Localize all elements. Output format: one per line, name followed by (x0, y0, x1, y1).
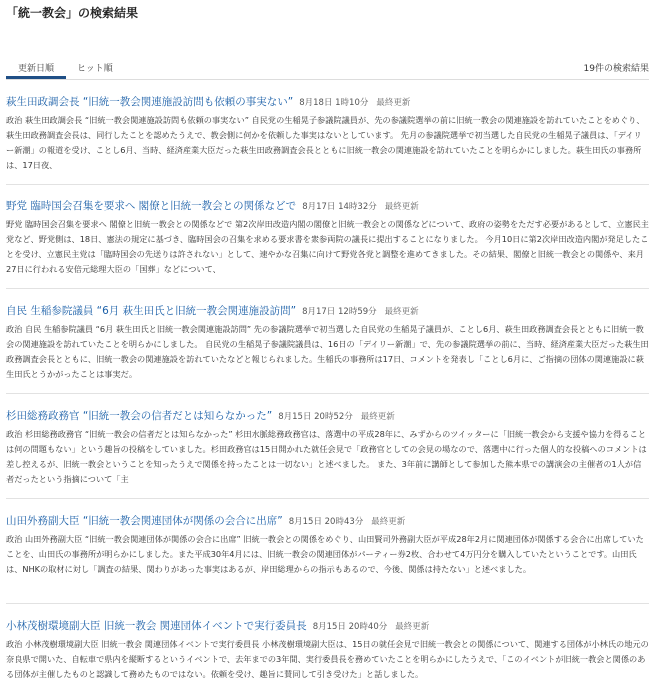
page-title: 「統一教会」の検索結果 (6, 6, 139, 20)
result-timestamp: 8月15日 20時43分 (288, 517, 364, 527)
result-header (6, 406, 395, 422)
result-item (6, 196, 649, 289)
result-header (6, 196, 419, 212)
result-updated-label: 最終更新 (384, 307, 419, 317)
result-updated-label: 最終更新 (360, 412, 395, 422)
tab-sort-by-hits[interactable]: ヒット順 (77, 64, 113, 74)
result-header (6, 616, 429, 632)
result-header (6, 301, 419, 317)
result-title-link[interactable]: 自民 生稲参院議員 “6月 萩生田氏と旧統一教会関連施設訪問” (6, 305, 297, 317)
result-updated-label: 最終更新 (384, 202, 419, 212)
result-snippet: 政治 杉田総務政務官 “旧統一教会の信者だとは知らなかった” 杉田水脈総務政務官は、落選中の平成28年に、みずからのツイッターに「旧統一教会から支援や協力を得ることは何の問題もない」という趣旨の投稿をしていました。杉田政務官は15日開かれた就任会見で「政務官としての会見の場なので、落選中に行った個人的な投稿へのコメントは差し控えるが、旧統一教会ということを知ったうえで関係を持ったことは一切ない」と述べました。 また、3年前に講師として参加した熊本県での講演会の主催者の1人が信者だったという指摘について「主 (6, 429, 647, 484)
result-snippet: 政治 山田外務副大臣 “旧統一教会関連団体が関係の会合に出席” 旧統一教会との関係をめぐり、山田賢司外務副大臣が平成28年2月に関連団体が関係する会合に出席していたことを、山田氏の事務所が明らかにしました。また平成30年4月には、旧統一教会の関連団体がパーティー券2枚、合わせて4万円分を購入していたということです。山田氏は、NHKの取材に対し「調査の結果、関わりがあった事実はあるが、岸田総理からの指示もあるので、今後、関係は持たない」と述べました。 (6, 534, 644, 574)
tab-sort-by-updated[interactable]: 更新日順 (6, 63, 66, 79)
result-title-link[interactable]: 萩生田政調会長 “旧統一教会関連施設訪問も依頼の事実ない” (6, 96, 294, 108)
result-item (6, 406, 649, 499)
result-timestamp: 8月17日 14時32分 (302, 202, 377, 212)
result-item (6, 92, 649, 185)
result-snippet: 政治 小林茂樹環境副大臣 旧統一教会 関連団体イベントで実行委員長 小林茂樹環境副大臣は、15日の就任会見で旧統一教会との関係について、関連する団体が小林氏の地元の奈良県で開いた、自転車で県内を縦断するというイベントで、去年までの3年間、実行委員長を務めていたことを明らかにしたうえで、「このイベントが旧統一教会と関係のある団体が主催したものと認識して務めたものではない。依頼を受け、趣旨に賛同して引き受けた」と話しました。 (6, 639, 649, 679)
result-count: 19件の検索結果 (583, 64, 649, 74)
result-timestamp: 8月18日 1時10分 (299, 98, 369, 108)
result-title-link[interactable]: 小林茂樹環境副大臣 旧統一教会 関連団体イベントで実行委員長 (6, 620, 307, 632)
result-header (6, 511, 405, 527)
result-title-link[interactable]: 杉田総務政務官 “旧統一教会の信者だとは知らなかった” (6, 410, 273, 422)
result-snippet: 政治 萩生田政調会長 “旧統一教会関連施設訪問も依頼の事実ない” 自民党の生稲晃子参議院議員が、先の参議院選挙の前に旧統一教会の関連施設を訪れていたことをめぐり、萩生田政務調査会長は、同行したことを認めたうえで、教会側に何かを依頼した事実はないとしています。 先月の参議院選挙で初当選した自民党の生稲晃子議員は、「デイリー新潮」の報道を受け、ことし6月、当時、経済産業大臣だった萩生田政務調査会長とともに旧統一教会の関連施設を訪れていたことを明らかにしました。萩生田氏の事務所は、17日夜、 (6, 115, 645, 170)
result-updated-label: 最終更新 (395, 622, 430, 632)
result-header (6, 92, 410, 108)
result-snippet: 政治 自民 生稲参院議員 “6月 萩生田氏と旧統一教会関連施設訪問” 先の参議院選挙で初当選した自民党の生稲晃子議員が、ことし6月、萩生田政務調査会長とともに旧統一教会の関連施設を訪れていたことを明らかにしました。 自民党の生稲晃子参議院議員は、16日の「デイリー新潮」で、先の参議院選挙の前に、当時、経済産業大臣だった萩生田政務調査会長とともに、旧統一教会の関連施設を訪れていたなどと報じられました。生稲氏の事務所は17日、コメントを発表し「ことし6月に、ご指摘の団体の関連施設に萩生田氏とうかがったことは事実だ。 (6, 324, 649, 379)
result-title-link[interactable]: 野党 臨時国会召集を要求へ 閣僚と旧統一教会との関係などで (6, 200, 297, 212)
result-item (6, 301, 649, 394)
result-timestamp: 8月15日 20時52分 (278, 412, 353, 422)
result-title-link[interactable]: 山田外務副大臣 “旧統一教会関連団体が関係の会合に出席” (6, 515, 283, 527)
result-snippet: 野党 臨時国会召集を要求へ 閣僚と旧統一教会との関係などで 第2次岸田改造内閣の閣僚と旧統一教会との関係などについて、政府の姿勢をただす必要があるとして、立憲民主党など、野党側は、18日、憲法の規定に基づき、臨時国会の召集を求める要求書を衆参両院の議長に提出することになりました。 今月10日に第2次岸田改造内閣が発足したことを受け、立憲民主党は「臨時国会の先送りは許されない」として、速やかな召集に向けて野党各党と調整を進めてきました。その結果、閣僚と旧統一教会との関係や、来月27日に行われる安倍元総理大臣の「国葬」などについて、 (6, 219, 649, 274)
result-timestamp: 8月17日 12時59分 (302, 307, 377, 317)
result-updated-label: 最終更新 (376, 98, 411, 108)
result-timestamp: 8月15日 20時40分 (312, 622, 388, 632)
result-updated-label: 最終更新 (371, 517, 406, 527)
result-item (6, 511, 649, 604)
sort-tabbar (6, 60, 649, 80)
result-item (6, 616, 649, 680)
